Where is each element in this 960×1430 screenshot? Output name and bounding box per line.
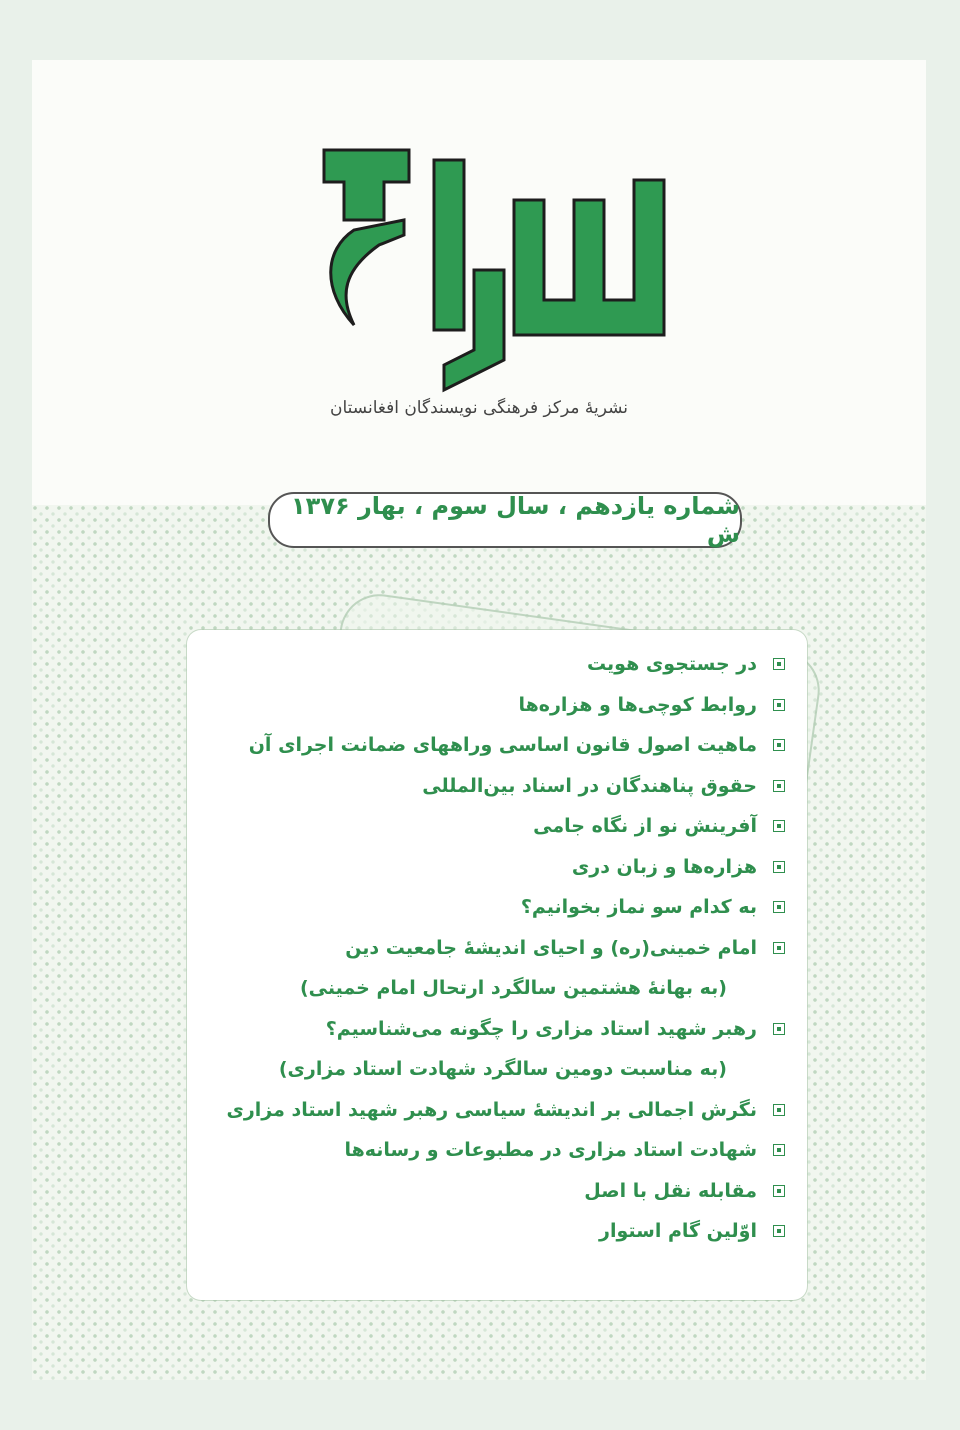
toc-item-text: (به بهانهٔ هشتمین سالگرد ارتحال امام خمینی): [299, 977, 727, 1000]
square-bullet-icon: [773, 901, 785, 913]
toc-item: [187, 1009, 785, 1050]
toc-item-text: ماهیت اصول قانون اساسی وراههای ضمانت اجرای آن: [248, 734, 757, 757]
toc-item: [187, 806, 785, 847]
toc-item-text: مقابله نقل با اصل: [584, 1179, 757, 1202]
square-bullet-icon: [773, 1104, 785, 1116]
toc-item-text: روابط کوچی‌ها و هزاره‌ها: [518, 693, 757, 716]
magazine-cover: [32, 60, 926, 1380]
toc-item: [187, 685, 785, 726]
publication-subtitle: نشریهٔ مرکز فرهنگی نویسندگان افغانستان: [330, 398, 628, 418]
square-bullet-icon: [773, 820, 785, 832]
toc-item: [187, 766, 785, 807]
toc-item: [187, 928, 785, 969]
toc-item: [187, 1130, 785, 1171]
toc-item-text: شهادت استاد مزاری در مطبوعات و رسانه‌ها: [344, 1139, 757, 1162]
square-bullet-icon: [773, 780, 785, 792]
square-bullet-icon: [773, 658, 785, 670]
seraj-logo: [284, 120, 674, 400]
indent-spacer: [743, 983, 755, 993]
toc-list: [187, 630, 807, 1252]
toc-item: [187, 1211, 785, 1252]
toc-item-text: به کدام سو نماز بخوانیم؟: [520, 896, 757, 919]
square-bullet-icon: [773, 739, 785, 751]
issue-banner: شماره یازدهم ، سال سوم ، بهار ۱۳۷۶ ش: [268, 492, 742, 548]
table-of-contents: [187, 630, 807, 1300]
toc-item: [187, 644, 785, 685]
toc-item: [187, 1090, 785, 1131]
square-bullet-icon: [773, 1185, 785, 1197]
square-bullet-icon: [773, 699, 785, 711]
square-bullet-icon: [773, 942, 785, 954]
toc-item-text: هزاره‌ها و زبان دری: [571, 855, 757, 878]
toc-item-text: در جستجوی هویت: [586, 653, 757, 676]
toc-subtitle: [187, 1049, 785, 1090]
toc-item-text: اوّلین گام استوار: [599, 1220, 757, 1243]
square-bullet-icon: [773, 861, 785, 873]
toc-item-text: امام خمینی(ره) و احیای اندیشهٔ جامعیت دین: [345, 936, 757, 959]
toc-item: [187, 1171, 785, 1212]
toc-item: [187, 887, 785, 928]
toc-item-text: (به مناسبت دومین سالگرد شهادت استاد مزاری): [278, 1058, 727, 1081]
indent-spacer: [743, 1064, 755, 1074]
toc-item-text: نگرش اجمالی بر اندیشهٔ سیاسی رهبر شهید استاد مزاری: [226, 1098, 757, 1121]
toc-subtitle: [187, 968, 785, 1009]
toc-item-text: رهبر شهید استاد مزاری را چگونه می‌شناسیم؟: [325, 1017, 757, 1040]
square-bullet-icon: [773, 1023, 785, 1035]
toc-item-text: حقوق پناهندگان در اسناد بین‌المللی: [422, 774, 757, 797]
toc-item: [187, 725, 785, 766]
square-bullet-icon: [773, 1144, 785, 1156]
square-bullet-icon: [773, 1225, 785, 1237]
toc-item: [187, 847, 785, 888]
toc-item-text: آفرینش نو از نگاه جامی: [533, 815, 757, 838]
